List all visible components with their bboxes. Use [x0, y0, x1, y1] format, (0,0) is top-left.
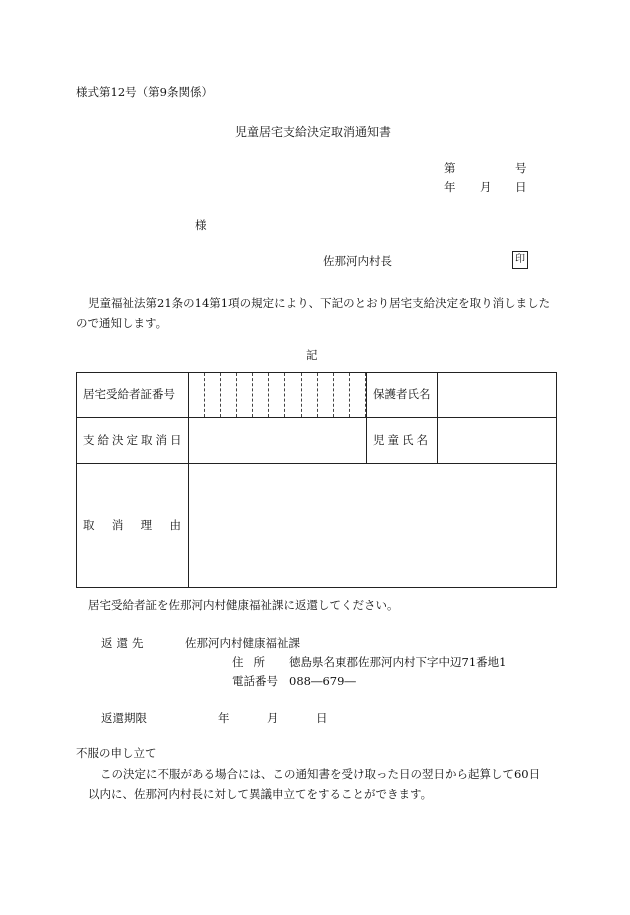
cancel-date-label: 支給決定取消日: [77, 418, 189, 464]
cert-digit-box[interactable]: [301, 373, 317, 417]
reason-field[interactable]: [189, 464, 557, 588]
document-title: 児童居宅支給決定取消通知書: [235, 125, 392, 139]
address-value: 徳島県名東郡佐那河内村下字中辺71番地1: [289, 655, 507, 669]
date-month-label: 月: [480, 180, 492, 194]
deadline-day-label: 日: [316, 711, 328, 725]
cert-number-label: 居宅受給者証番号: [77, 373, 189, 418]
phone-label: 電話番号: [232, 674, 278, 688]
cancel-date-field[interactable]: [189, 418, 367, 464]
appeal-text: [76, 764, 556, 804]
cert-digit-box[interactable]: [284, 373, 300, 417]
notice-table: [76, 372, 557, 588]
cert-digit-boxes: [189, 373, 366, 417]
cert-digit-box[interactable]: [349, 373, 366, 417]
cert-digit-box[interactable]: [236, 373, 252, 417]
doc-number-prefix: 第: [444, 161, 456, 175]
return-destination-value: 佐那河内村健康福祉課: [185, 636, 300, 650]
date-year-label: 年: [444, 180, 456, 194]
date-day-label: 日: [515, 180, 527, 194]
return-deadline-label: 返還期限: [101, 711, 147, 725]
return-instruction: 居宅受給者証を佐那河内村健康福祉課に返還してください。: [88, 598, 399, 612]
cert-digit-box[interactable]: [333, 373, 349, 417]
address-label: 住所: [232, 655, 275, 669]
notice-body: 児童福祉法第21条の14第1項の規定により、下記のとおり居宅支給決定を取り消しましたので通知します。: [76, 296, 551, 330]
cert-number-field[interactable]: [189, 373, 367, 418]
cert-digit-box[interactable]: [204, 373, 220, 417]
deadline-year-label: 年: [218, 711, 230, 725]
reason-label: [77, 464, 189, 588]
reason-label-char: 消: [111, 517, 124, 532]
addressee-honorific: 様: [195, 218, 207, 232]
issuer-name: 佐那河内村長: [323, 254, 392, 268]
reason-label-char: 取: [83, 517, 95, 532]
guardian-name-label: 保護者氏名: [367, 373, 438, 418]
form-number: 様式第12号（第9条関係）: [76, 85, 213, 99]
ki-heading: 記: [306, 348, 318, 362]
doc-number-suffix: 号: [515, 161, 527, 175]
child-name-label: 児童氏名: [367, 418, 438, 464]
appeal-heading: 不服の申し立て: [76, 746, 157, 760]
guardian-name-field[interactable]: [438, 373, 557, 418]
child-name-field[interactable]: [438, 418, 557, 464]
reason-label-char: 理: [140, 517, 153, 532]
appeal-line-2: 以内に、佐那河内村長に対して異議申立てをすることができます。: [88, 787, 433, 801]
reason-label-char: 由: [169, 517, 181, 532]
cert-digit-box[interactable]: [252, 373, 268, 417]
appeal-line-1: この決定に不服がある場合には、この通知書を受け取った日の翌日から起算して60日: [100, 767, 541, 781]
phone-value: 088―679―: [289, 674, 356, 688]
deadline-month-label: 月: [267, 711, 279, 725]
cert-digit-box[interactable]: [317, 373, 333, 417]
seal-label: 印: [515, 254, 525, 265]
cert-digit-box[interactable]: [220, 373, 236, 417]
return-destination-label: 返還先: [101, 636, 148, 650]
seal-mark: [512, 251, 528, 269]
cert-digit-box[interactable]: [268, 373, 284, 417]
